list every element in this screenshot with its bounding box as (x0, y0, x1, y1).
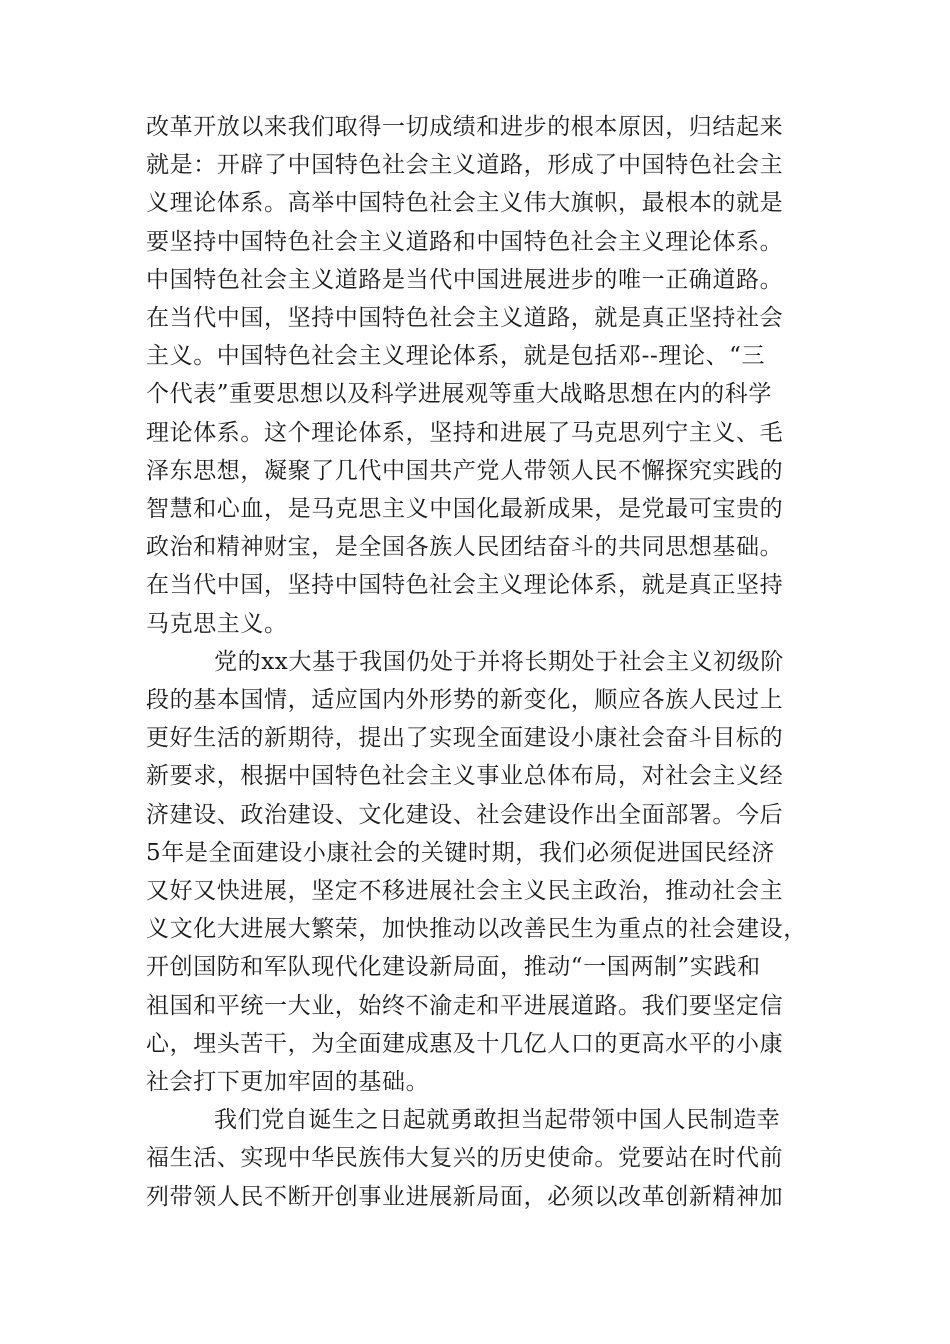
text-line: 就是：开辟了中国特色社会主义道路，形成了中国特色社会主 (146, 152, 784, 179)
text-line: 5年是全面建设小康社会的关键时期，我们必须促进国民经济 (146, 839, 775, 866)
text-line: 政治和精神财宝，是全国各族人民团结奋斗的共同思想基础。 (146, 534, 784, 561)
text-line: 在当代中国，坚持中国特色社会主义道路，就是真正坚持社会 (146, 305, 784, 332)
text-line: 更好生活的新期待，提出了实现全面建设小康社会奋斗目标的 (146, 725, 784, 752)
text-line: 马克思主义。 (146, 610, 288, 637)
text-line: 社会打下更加牢固的基础。 (146, 1069, 430, 1096)
text-line: 义文化大进展大繁荣，加快推动以改善民生为重点的社会建设， (146, 916, 807, 943)
paragraph-1 (146, 108, 806, 643)
text-line: 泽东思想，凝聚了几代中国共产党人带领人民不懈探究实践的 (146, 457, 784, 484)
paragraph-2 (146, 643, 806, 1101)
text-line: 中国特色社会主义道路是当代中国进展进步的唯一正确道路。 (146, 266, 784, 293)
text-line: 新要求，根据中国特色社会主义事业总体布局，对社会主义经 (146, 763, 784, 790)
text-line: 济建设、政治建设、文化建设、社会建设作出全面部署。今后 (146, 801, 784, 828)
paragraph-3 (146, 1101, 806, 1216)
text-line: 祖国和平统一大业，始终不渝走和平进展道路。我们要坚定信 (146, 992, 784, 1019)
text-line: 智慧和心血，是马克思主义中国化最新成果，是党最可宝贵的 (146, 496, 784, 523)
document-body (146, 108, 806, 1216)
text-line: 理论体系。这个理论体系，坚持和进展了马克思列宁主义、毛 (146, 419, 784, 446)
text-line: 段的基本国情，适应国内外形势的新变化，顺应各族人民过上 (146, 687, 784, 714)
text-line: 主义。中国特色社会主义理论体系，就是包括邓--理论、“三 (146, 343, 766, 370)
text-line-indented: 党的xx大基于我国仍处于并将长期处于社会主义初级阶 (214, 648, 784, 675)
text-line: 心，埋头苦干，为全面建成惠及十几亿人口的更高水平的小康 (146, 1030, 784, 1057)
text-line: 开创国防和军队现代化建设新局面，推动“一国两制”实践和 (146, 954, 761, 981)
text-line: 又好又快进展，坚定不移进展社会主义民主政治，推动社会主 (146, 878, 784, 905)
text-line: 在当代中国，坚持中国特色社会主义理论体系，就是真正坚持 (146, 572, 784, 599)
text-line: 要坚持中国特色社会主义道路和中国特色社会主义理论体系。 (146, 228, 784, 255)
text-line: 改革开放以来我们取得一切成绩和进步的根本原因，归结起来 (146, 114, 784, 140)
text-line: 个代表”重要思想以及科学进展观等重大战略思想在内的科学 (146, 381, 772, 408)
text-line: 福生活、实现中华民族伟大复兴的历史使命。党要站在时代前 (146, 1145, 784, 1172)
text-line: 列带领人民不断开创事业进展新局面，必须以改革创新精神加 (146, 1183, 784, 1210)
text-line-indented: 我们党自诞生之日起就勇敢担当起带领中国人民制造幸 (214, 1107, 781, 1134)
text-line: 义理论体系。高举中国特色社会主义伟大旗帜，最根本的就是 (146, 190, 784, 217)
